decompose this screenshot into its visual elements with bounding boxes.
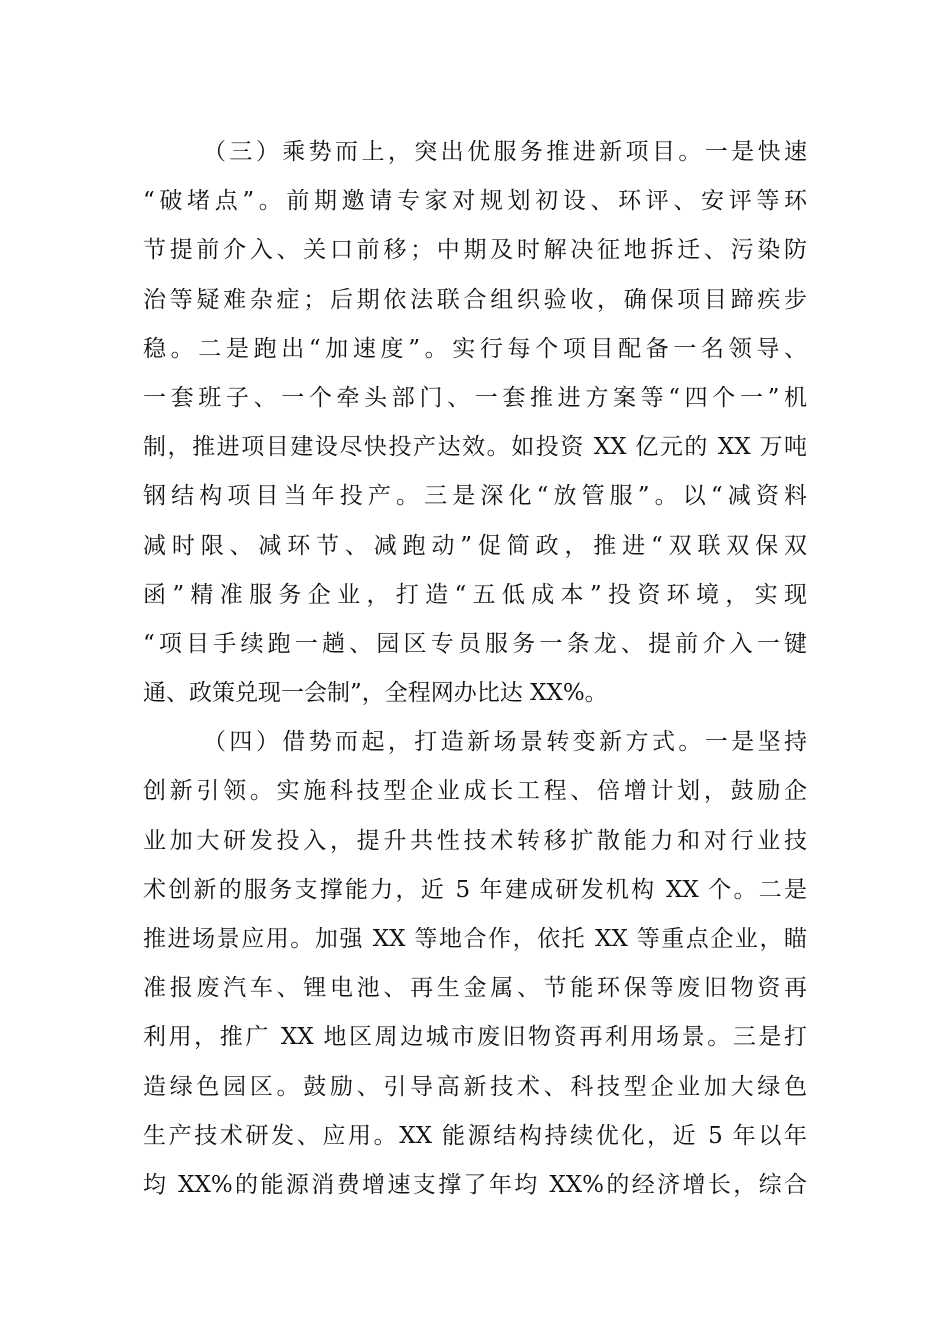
text-line: 术创新的服务支撑能力，近 5 年建成研发机构 XX 个。二是: [143, 876, 807, 903]
paragraph-section-3: [143, 128, 807, 718]
text-line: 减时限、减环节、减跑动”促简政，推进“双联双保双: [143, 532, 807, 559]
text-line: 通、政策兑现一会制”，全程网办比达 XX%。: [143, 680, 608, 707]
text-line: 生产技术研发、应用。XX 能源结构持续优化，近 5 年以年: [143, 1122, 807, 1149]
text-line: 推进场景应用。加强 XX 等地合作，依托 XX 等重点企业，瞄: [143, 926, 807, 952]
text-line: 准报废汽车、锂电池、再生金属、节能环保等废旧物资再: [143, 975, 807, 1002]
text-line: （三）乘势而上，突出优服务推进新项目。一是快速: [203, 139, 807, 165]
text-line: 业加大研发投入，提升共性技术转移扩散能力和对行业技: [143, 827, 807, 854]
text-line: 函”精准服务企业，打造“五低成本”投资环境，实现: [143, 581, 807, 608]
text-line: 制，推进项目建设尽快投产达效。如投资 XX 亿元的 XX 万吨: [143, 434, 807, 461]
text-line: “破堵点”。前期邀请专家对规划初设、环评、安评等环: [143, 188, 807, 215]
text-line: （四）借势而起，打造新场景转变新方式。一是坚持: [203, 729, 807, 756]
text-line: 节提前介入、关口前移；中期及时解决征地拆迁、污染防: [143, 237, 807, 264]
document-body: [143, 128, 807, 1210]
text-line: 创新引领。实施科技型企业成长工程、倍增计划，鼓励企: [143, 778, 807, 805]
text-line: “项目手续跑一趟、园区专员服务一条龙、提前介入一键: [143, 630, 807, 657]
text-line: 造绿色园区。鼓励、引导高新技术、科技型企业加大绿色: [143, 1073, 807, 1100]
text-line: 均 XX%的能源消费增速支撑了年均 XX%的经济增长，综合: [143, 1171, 807, 1198]
text-line: 钢结构项目当年投产。三是深化“放管服”。以“减资料: [143, 483, 807, 510]
text-line: 治等疑难杂症；后期依法联合组织验收，确保项目蹄疾步: [143, 286, 807, 313]
text-line: 一套班子、一个牵头部门、一套推进方案等“四个一”机: [143, 384, 807, 411]
text-line: 稳。二是跑出“加速度”。实行每个项目配备一名领导、: [143, 335, 807, 362]
text-line: 利用，推广 XX 地区周边城市废旧物资再利用场景。三是打: [143, 1024, 807, 1051]
paragraph-section-4: [143, 718, 807, 1210]
